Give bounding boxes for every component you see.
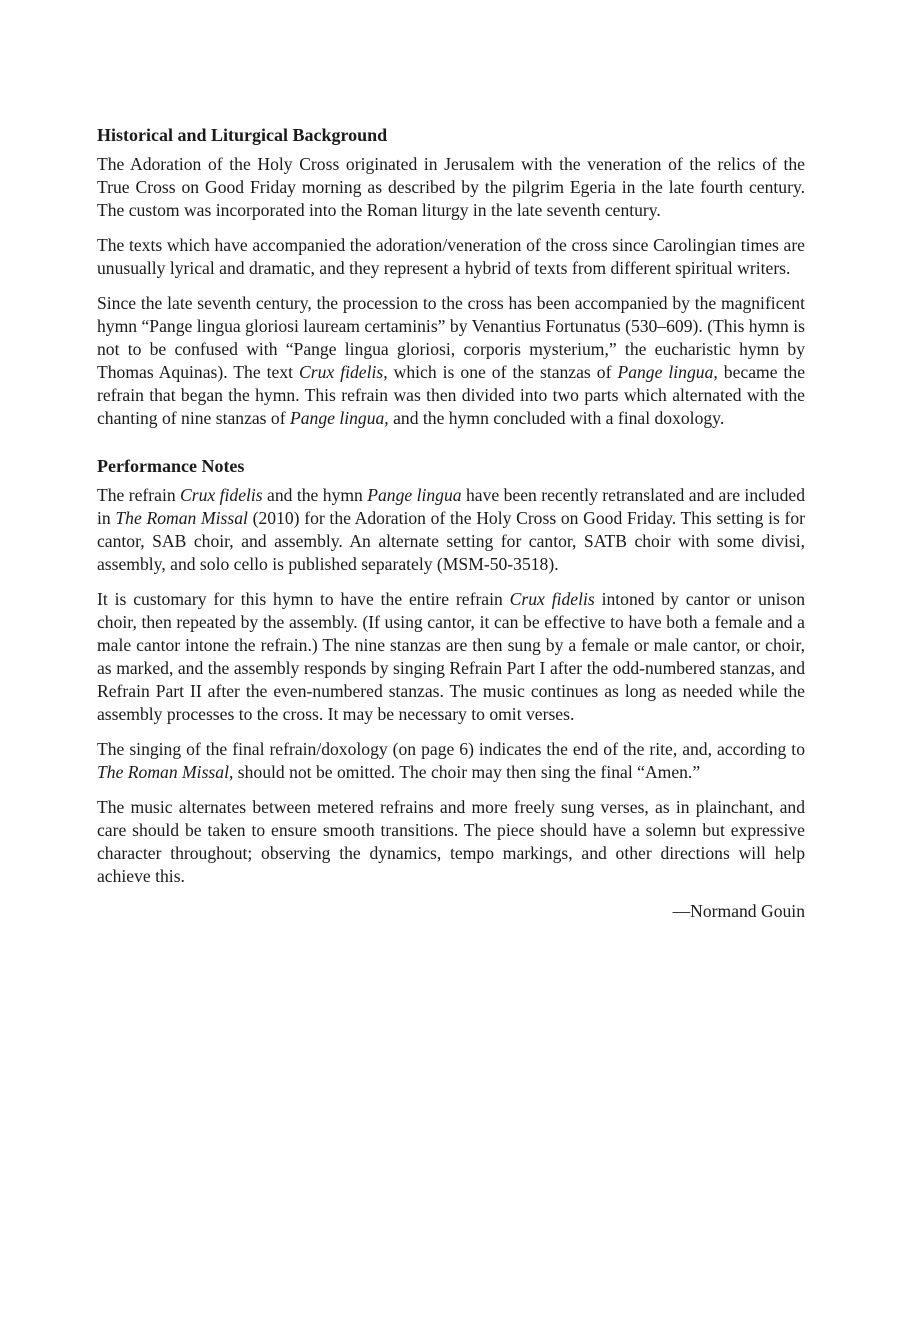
italic-title: Crux fidelis (509, 589, 595, 609)
section-heading: Performance Notes (97, 456, 245, 476)
italic-title: Crux fidelis (180, 485, 263, 505)
italic-title: Crux fidelis, (299, 362, 388, 382)
italic-title: Pange lingua (367, 485, 462, 505)
paragraph: Since the late seventh century, the procession to the cross has been accompanied by the magnificent hymn “Pange lingua gloriosi lauream certaminis” by Venantius Fortunatus (530–609). (This hymn is not to be confused with “Pange lingua gloriosi, corporis mysterium,” the eucharistic hymn by Thomas Aquinas). The text Crux fidelis, which is one of the stanzas of Pange lingua, became the refrain that began the hymn. This refrain was then divided into two parts which alternated with the chanting of nine stanzas of Pange lingua, and the hymn concluded with a final doxology. (97, 293, 806, 428)
paragraph: The texts which have accompanied the adoration/veneration of the cross since Carolingian times are unusually lyrical and dramatic, and they represent a hybrid of texts from different spiritual writers. (97, 235, 805, 278)
paragraph: It is customary for this hymn to have the entire refrain Crux fidelis intoned by cantor or unison choir, then repeated by the assembly. (If using cantor, it can be effective to have both a female and a male cantor intone the refrain.) The nine stanzas are then sung by a female or male cantor, or choir, as marked, and the assembly responds by singing Refrain Part I after the odd-numbered stanzas, and Refrain Part II after the even-numbered stanzas. The music continues as long as needed while the assembly processes to the cross. It may be necessary to omit verses. (97, 589, 805, 724)
author-signature: —Normand Gouin (672, 901, 805, 921)
section-historical-background (97, 124, 805, 430)
section-heading: Historical and Liturgical Background (97, 125, 388, 145)
italic-title: Pange lingua, (289, 408, 389, 428)
section-performance-notes (97, 455, 805, 888)
paragraph: The singing of the final refrain/doxology (on page 6) indicates the end of the rite, and, according to The Roman Missal, should not be omitted. The choir may then sing the final “Amen.” (97, 739, 805, 782)
italic-title: Pange lingua, (617, 362, 718, 382)
paragraph: The Adoration of the Holy Cross originated in Jerusalem with the veneration of the relics of the True Cross on Good Friday morning as described by the pilgrim Egeria in the late fourth century. The custom was incorporated into the Roman liturgy in the late seventh century. (97, 154, 805, 220)
document-page (97, 124, 805, 923)
italic-title: The Roman Missal (115, 508, 248, 528)
paragraph: The music alternates between metered refrains and more freely sung verses, as in plainchant, and care should be taken to ensure smooth transitions. The piece should have a solemn but expressive character throughout; observing the dynamics, tempo markings, and other directions will help achieve this. (97, 797, 805, 886)
italic-title: The Roman Missal, (97, 762, 234, 782)
paragraph: The refrain Crux fidelis and the hymn Pange lingua have been recently retranslated and are included in The Roman Missal (2010) for the Adoration of the Holy Cross on Good Friday. This setting is for cantor, SAB choir, and assembly. An alternate setting for cantor, SATB choir with some divisi, assembly, and solo cello is published separately (MSM-50-3518). (97, 485, 806, 574)
